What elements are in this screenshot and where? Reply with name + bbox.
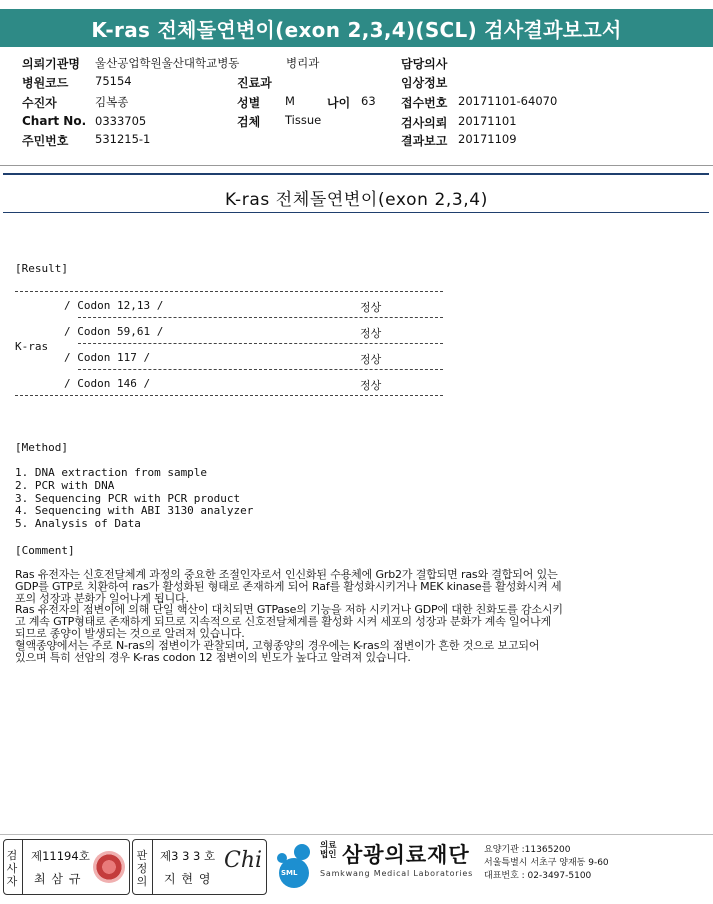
specimen-value: Tissue xyxy=(285,113,322,127)
institution-label: 의뢰기관명 xyxy=(22,57,80,71)
comment-line: GDP를 GTP로 치환하여 ras가 활성화된 형태로 존재하게 되어 Raf를 활성화시키거나 MEK kinase를 활성화시켜 세 xyxy=(15,579,562,593)
org-name: 삼광의료재단 xyxy=(342,843,470,867)
request-date-value: 20171101 xyxy=(458,114,517,128)
org-english-name: Samkwang Medical Laboratories xyxy=(320,869,474,878)
comment-line: 있으며 특히 선암의 경우 K-ras codon 12 점변이의 빈도가 높다고 알려져 있습니다. xyxy=(15,650,411,664)
result-row-divider xyxy=(78,369,443,370)
sex-label: 성별 xyxy=(237,96,261,110)
comment-line: 혈액종양에서는 주로 N-ras의 점변이가 관찰되며, 고형종양의 경우에는 K-ras의 점변이가 흔한 것으로 보고되어 xyxy=(15,638,540,652)
inspector-name: 최 삼 규 xyxy=(34,872,82,886)
report-title: K-ras 전체돌연변이(exon 2,3,4)(SCL) 검사결과보고서 xyxy=(91,17,622,42)
result-row-codon: / Codon 117 / xyxy=(64,351,151,364)
comment-body xyxy=(15,569,563,663)
sml-logo-text: SML xyxy=(281,869,298,877)
comment-heading: [Comment] xyxy=(15,544,75,557)
care-institution-no: 요양기관 :11365200 xyxy=(484,845,571,855)
result-heading: [Result] xyxy=(15,262,68,275)
institution-value: 울산공업학원울산대학교병동 xyxy=(95,56,240,70)
age-value: 63 xyxy=(361,94,376,108)
result-row-status: 정상 xyxy=(360,327,382,340)
ward-value: 병리과 xyxy=(286,56,320,70)
department-label: 진료과 xyxy=(237,76,272,90)
chart-no-label: Chart No. xyxy=(22,114,87,128)
method-item: 2. PCR with DNA xyxy=(15,478,115,492)
org-prefix-line: 의료 xyxy=(320,841,337,851)
specimen-label: 검체 xyxy=(237,115,261,129)
receipt-no-value: 20171101-64070 xyxy=(458,94,558,108)
report-date-value: 20171109 xyxy=(458,132,517,146)
method-item: 3. Sequencing PCR with PCR product xyxy=(15,491,241,505)
method-item: 5. Analysis of Data xyxy=(15,517,141,531)
inspector-seal-stamp xyxy=(93,851,125,883)
title-rule-bottom xyxy=(3,212,709,213)
hospital-code-value: 75154 xyxy=(95,74,132,88)
comment-line: 포의 성장과 분화가 일어나게 됩니다. xyxy=(15,591,189,605)
clinical-info-label: 임상정보 xyxy=(401,76,448,90)
result-row-status: 정상 xyxy=(360,379,382,392)
result-row-divider xyxy=(78,317,443,318)
result-row-codon: / Codon 146 / xyxy=(64,377,151,390)
comment-line: 되므로 종양이 발생되는 것으로 알려져 있습니다. xyxy=(15,626,245,640)
reviewer-signature: Chi xyxy=(224,848,263,873)
comment-line: Ras 유전자는 신호전달체계 과정의 중요한 조절인자로서 인신화된 수용체에 Grb2가 결합되면 ras와 결합되어 있는 xyxy=(15,568,558,581)
inspector-label: 검사자 xyxy=(6,849,18,888)
org-phone: 대표번호 : 02-3497-5100 xyxy=(484,871,592,881)
reviewer-name: 지 현 영 xyxy=(164,872,212,886)
title-rule-top xyxy=(3,173,709,175)
result-bottom-divider xyxy=(15,395,443,396)
sex-value: M xyxy=(285,94,295,108)
method-item: 1. DNA extraction from sample xyxy=(15,466,208,479)
patient-info-block xyxy=(0,50,713,166)
method-heading: [Method] xyxy=(15,441,68,454)
reviewer-label: 판정의 xyxy=(136,849,148,888)
patient-label: 수진자 xyxy=(22,96,57,110)
result-row-status: 정상 xyxy=(360,353,382,366)
comment-line: Ras 유전자의 점변이에 의해 단일 핵산이 대치되면 GTPase의 기능을 저하 시키거나 GDP에 대한 친화도를 감소시키 xyxy=(15,603,563,617)
receipt-no-label: 접수번호 xyxy=(401,96,448,110)
sml-logo-icon xyxy=(272,841,316,889)
hospital-code-label: 병원코드 xyxy=(22,76,69,90)
result-top-divider xyxy=(15,291,443,292)
inspector-license: 제11194호 xyxy=(31,849,90,863)
reviewer-license: 제3 3 3 호 xyxy=(160,849,216,863)
method-item: 4. Sequencing with ABI 3130 analyzer xyxy=(15,504,254,518)
org-contact xyxy=(484,844,609,883)
comment-line: 고 계속 GTP형태로 존재하게 되므로 지속적으로 신호전달체계를 활성화 시켜 세포의 성장과 분화가 계속 일어나게 xyxy=(15,615,551,629)
result-row-codon: / Codon 12,13 / xyxy=(64,299,164,312)
method-list xyxy=(15,467,253,531)
org-prefix-line: 법인 xyxy=(320,850,337,860)
document-title: K-ras 전체돌연변이(exon 2,3,4) xyxy=(225,190,488,210)
result-row-codon: / Codon 59,61 / xyxy=(64,325,164,338)
result-row-divider xyxy=(78,343,443,344)
age-label: 나이 xyxy=(327,96,351,110)
result-row-status: 정상 xyxy=(360,301,382,314)
patient-name: 김복종 xyxy=(95,95,129,109)
request-date-label: 검사의뢰 xyxy=(401,116,448,130)
chart-no-value: 0333705 xyxy=(95,114,147,128)
rrn-value: 531215-1 xyxy=(95,132,151,146)
reviewer-divider xyxy=(152,839,153,895)
org-prefix xyxy=(320,842,336,860)
org-address: 서울특별시 서초구 양재동 9-60 xyxy=(484,858,609,868)
doctor-label: 담당의사 xyxy=(401,57,448,71)
report-date-label: 결과보고 xyxy=(401,134,448,148)
inspector-divider xyxy=(22,839,23,895)
rrn-label: 주민번호 xyxy=(22,134,69,148)
gene-label: K-ras xyxy=(15,340,49,353)
report-title-bar xyxy=(0,9,713,47)
